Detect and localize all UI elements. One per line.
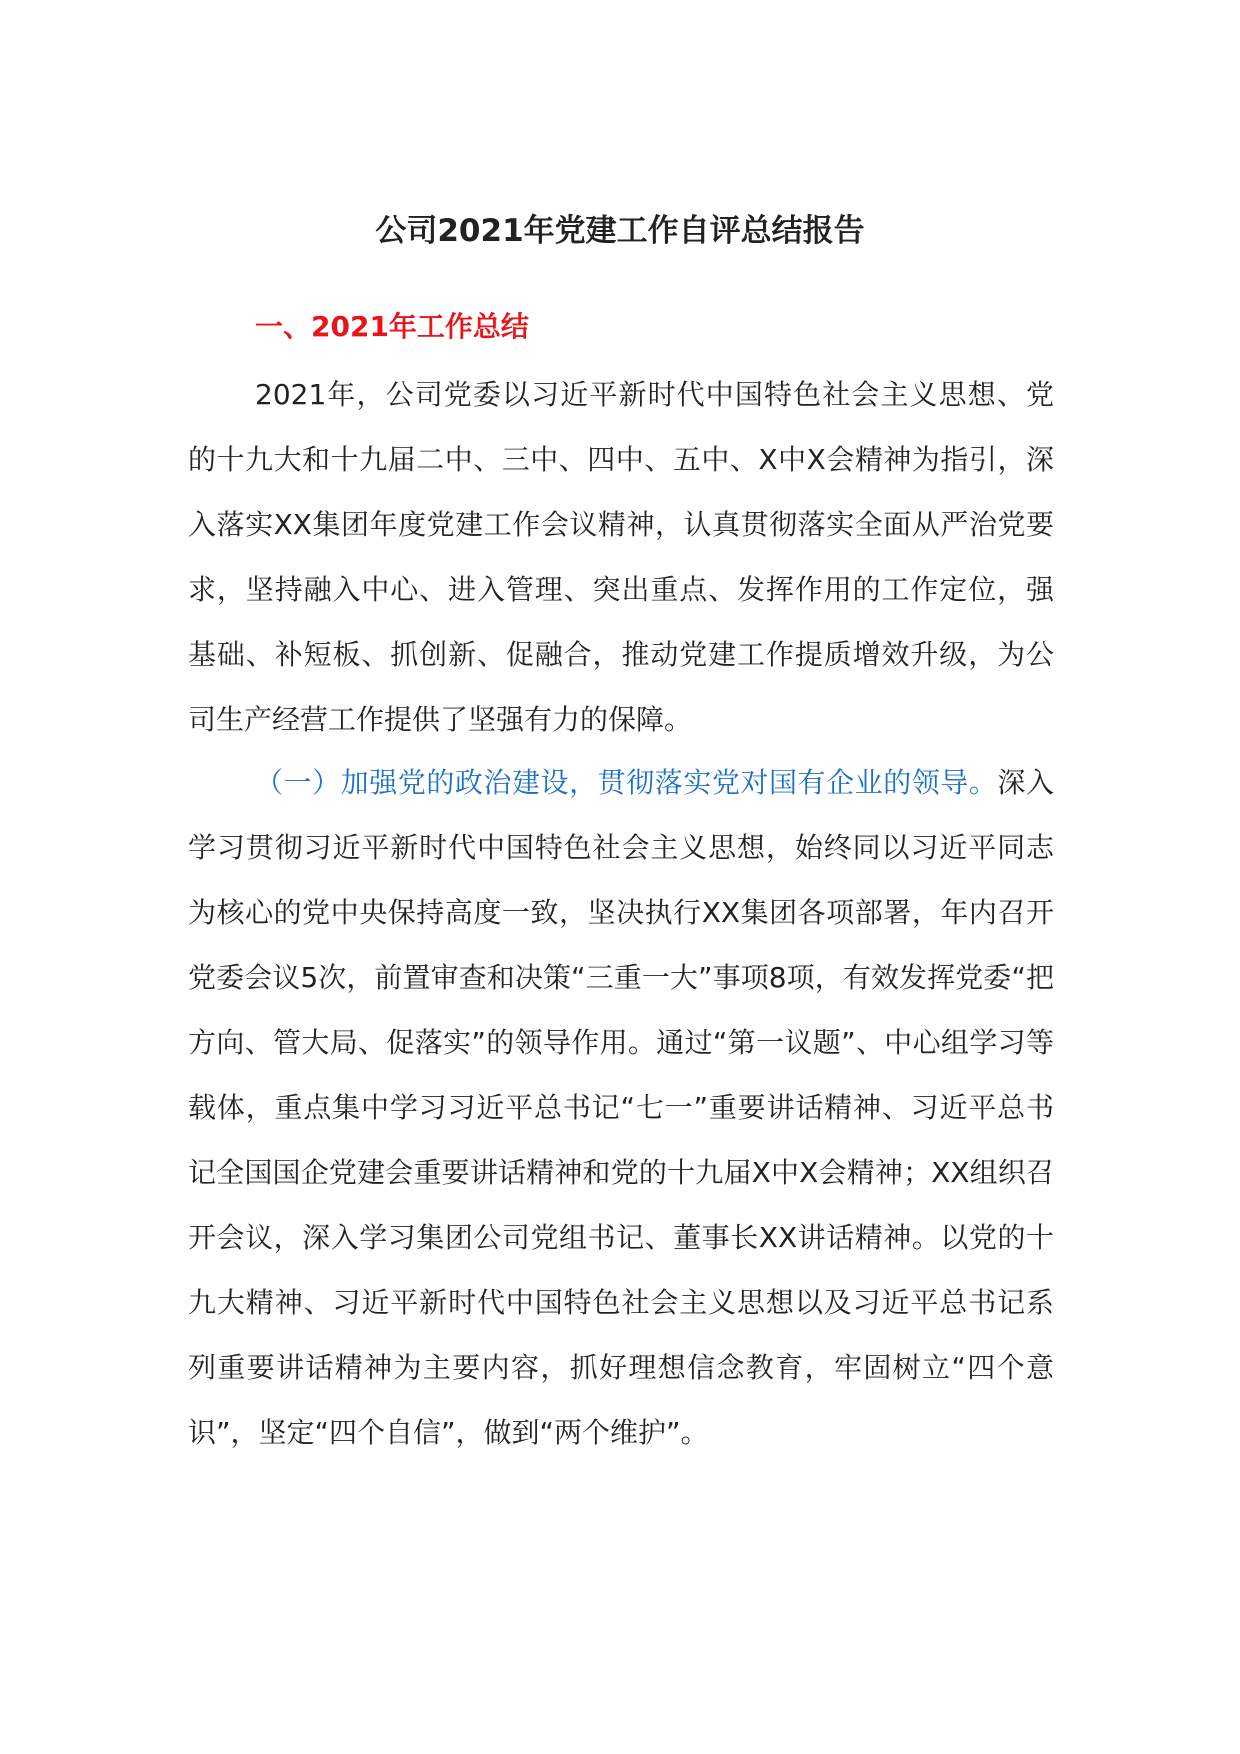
paragraph-political-construction-text: 深入学习贯彻习近平新时代中国特色社会主义思想，始终同以习近平同志为核心的党中央保持高度一致，坚决执行XX集团各项部署，年内召开党委会议5次，前置审查和决策“三重一大”事项8项，有效发挥党委“把方向、管大局、促落实”的领导作用。通过“第一议题”、中心组学习等载体，重点集中学习习近平总书记“七一”重要讲话精神、习近平总书记全国国企党建会重要讲话精神和党的十九届X中X会精神；XX组织召开会议，深入学习集团公司党组书记、董事长XX讲话精神。以党的十九大精神、习近平新时代中国特色社会主义思想以及习近平总书记系列重要讲话精神为主要内容，抓好理想信念教育，牢固树立“四个意识”，坚定“四个自信”，做到“两个维护”。 [188,766,1054,1449]
paragraph-political-construction [188,750,1054,1465]
section-heading-work-summary: 一、2021年工作总结 [255,310,529,343]
subsection-heading-political-construction: （一）加强党的政治建设，贯彻落实党对国有企业的领导。 [255,766,998,799]
document-title: 公司2021年党建工作自评总结报告 [375,213,865,249]
paragraph-intro: 2021年，公司党委以习近平新时代中国特色社会主义思想、党的十九大和十九届二中、三中、四中、五中、X中X会精神为指引，深入落实XX集团年度党建工作会议精神，认真贯彻落实全面从严治党要求，坚持融入中心、进入管理、突出重点、发挥作用的工作定位，强基础、补短板、抓创新、促融合，推动党建工作提质增效升级，为公司生产经营工作提供了坚强有力的保障。 [188,378,1054,736]
